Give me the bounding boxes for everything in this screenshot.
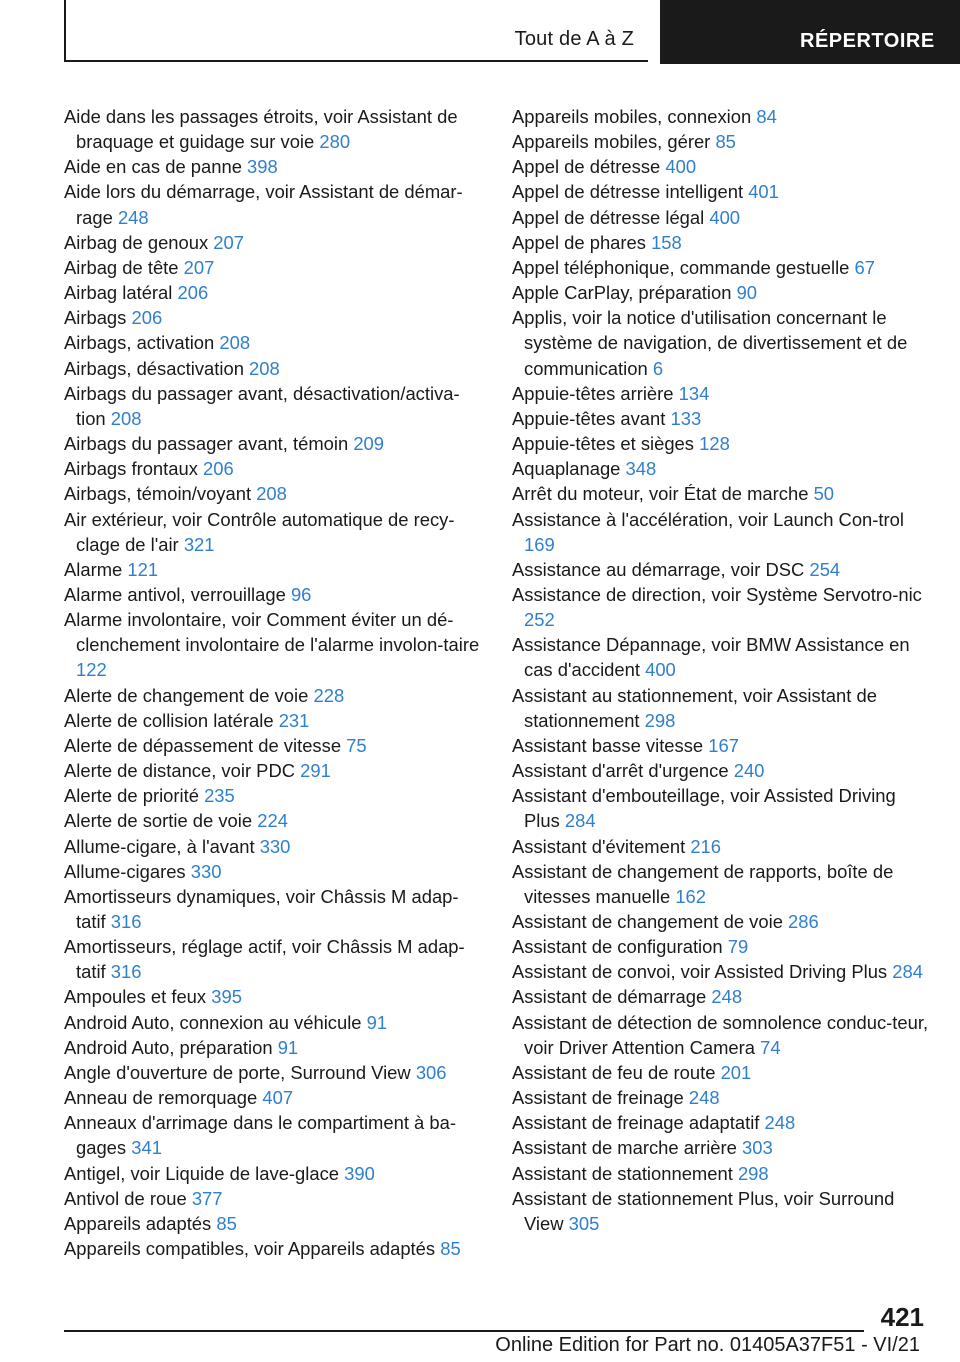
index-term: Assistant de configuration	[512, 936, 723, 958]
page-reference-link[interactable]: 284	[564, 810, 596, 832]
index-term: Alerte de collision latérale	[64, 709, 274, 731]
page-reference-link[interactable]: 134	[678, 382, 710, 404]
index-term: Appel de détresse légal	[512, 206, 705, 228]
index-term: Ampoules et feux	[64, 986, 207, 1008]
page-reference-link[interactable]: 348	[625, 458, 657, 480]
index-entry	[512, 230, 932, 255]
chapter-tab: RÉPERTOIRE	[660, 0, 960, 64]
page-reference-link[interactable]: 248	[117, 206, 149, 228]
page-reference-link[interactable]: 209	[353, 433, 385, 455]
index-entry	[64, 1085, 484, 1110]
index-entry	[512, 1085, 932, 1110]
index-term: Airbags	[64, 307, 127, 329]
index-entry	[512, 431, 932, 456]
index-term: Assistant de marche arrière	[512, 1137, 737, 1159]
index-entry	[64, 708, 484, 733]
index-term: Appareils compatibles, voir Appareils adaptés	[64, 1238, 436, 1260]
index-term: Allume-cigare, à l'avant	[64, 835, 255, 857]
index-term: Airbags, activation	[64, 332, 215, 354]
index-term: Airbags, témoin/voyant	[64, 483, 252, 505]
index-term: Appuie-têtes arrière	[512, 382, 674, 404]
index-term: Airbag de tête	[64, 256, 179, 278]
page-reference-link[interactable]: 280	[319, 131, 351, 153]
index-term: Assistant de freinage adaptatif	[512, 1112, 760, 1134]
page-reference-link[interactable]: 407	[262, 1087, 294, 1109]
index-entry	[64, 934, 484, 984]
page-reference-link[interactable]: 254	[809, 558, 841, 580]
page-reference-link[interactable]: 284	[892, 961, 923, 983]
index-entry	[64, 1186, 484, 1211]
index-term: Assistant de feu de route	[512, 1061, 716, 1083]
page-reference-link[interactable]: 401	[748, 181, 779, 203]
index-entry	[64, 507, 484, 557]
index-entry	[512, 255, 932, 280]
page-reference-link[interactable]: 298	[644, 709, 676, 731]
index-entry	[512, 783, 932, 833]
index-entry	[64, 1211, 484, 1236]
index-entry	[512, 909, 932, 934]
index-term: Assistance au démarrage, voir DSC	[512, 558, 805, 580]
index-term: Aquaplanage	[512, 458, 621, 480]
index-entry	[512, 557, 932, 582]
index-entry	[64, 481, 484, 506]
index-term: Airbags du passager avant, désactivation/activa-tion	[64, 382, 460, 429]
page-reference-link[interactable]: 316	[110, 961, 142, 983]
index-term: Assistant de changement de rapports, boîte de vitesses manuelle	[512, 860, 894, 907]
index-term: Assistant d'embouteillage, voir Assisted Driving Plus	[512, 785, 896, 832]
index-term: Assistant de convoi, voir Assisted Driving Plus	[512, 961, 888, 983]
index-entry	[64, 758, 484, 783]
page-reference-link[interactable]: 291	[300, 760, 331, 782]
index-entry	[512, 481, 932, 506]
index-term: Aide dans les passages étroits, voir Assistant de braquage et guidage sur voie	[64, 106, 458, 153]
index-entry	[64, 859, 484, 884]
page-reference-link[interactable]: 321	[183, 533, 215, 555]
index-entry	[512, 582, 932, 632]
index-term: Assistant de stationnement Plus, voir Surround View	[512, 1187, 895, 1234]
page-reference-link[interactable]: 400	[645, 659, 676, 681]
index-entry	[64, 582, 484, 607]
page-reference-link[interactable]: 85	[216, 1212, 237, 1234]
page-reference-link[interactable]: 248	[688, 1087, 720, 1109]
index-entry	[64, 1110, 484, 1160]
page-reference-link[interactable]: 330	[190, 860, 222, 882]
index-term: Arrêt du moteur, voir État de marche	[512, 483, 809, 505]
index-term: Anneaux d'arrimage dans le compartiment à ba-gages	[64, 1112, 456, 1159]
index-entry	[512, 934, 932, 959]
index-entry	[64, 683, 484, 708]
page-reference-link[interactable]: 390	[344, 1162, 375, 1184]
index-entry	[64, 1060, 484, 1085]
index-term: Alerte de changement de voie	[64, 684, 309, 706]
page-reference-link[interactable]: 91	[366, 1011, 388, 1033]
page-reference-link[interactable]: 75	[346, 734, 367, 756]
page-reference-link[interactable]: 206	[131, 307, 163, 329]
index-term: Applis, voir la notice d'utilisation concernant le système de navigation, de divertissement et de communication	[512, 307, 908, 379]
page-reference-link[interactable]: 85	[715, 131, 736, 153]
index-term: Appuie-têtes et sièges	[512, 433, 694, 455]
page-reference-link[interactable]: 128	[699, 433, 730, 455]
index-term: Appel de détresse	[512, 156, 661, 178]
index-term: Antigel, voir Liquide de lave-glace	[64, 1162, 340, 1184]
index-term: Assistant d'évitement	[512, 835, 686, 857]
index-entry	[64, 1161, 484, 1186]
index-entry	[512, 154, 932, 179]
index-entry	[64, 834, 484, 859]
index-entry	[64, 607, 484, 682]
page-reference-link[interactable]: 91	[277, 1036, 299, 1058]
page-reference-link[interactable]: 240	[733, 760, 765, 782]
index-entry	[512, 1010, 932, 1060]
page-reference-link[interactable]: 84	[756, 106, 777, 127]
page-reference-link[interactable]: 248	[711, 986, 743, 1008]
index-entry	[64, 1236, 484, 1261]
index-term: Assistant de changement de voie	[512, 911, 783, 932]
index-entry	[512, 733, 932, 758]
page-reference-link[interactable]: 341	[131, 1137, 162, 1159]
index-term: Airbag de genoux	[64, 231, 209, 253]
page-reference-link[interactable]: 231	[278, 709, 310, 731]
index-entry	[512, 179, 932, 204]
index-term: Appuie-têtes avant	[512, 407, 666, 429]
index-entry	[512, 1161, 932, 1186]
index-term: Assistant de freinage	[512, 1087, 684, 1109]
index-entry	[64, 431, 484, 456]
index-term: Assistant au stationnement, voir Assistant de stationnement	[512, 684, 877, 731]
page-reference-link[interactable]: 216	[690, 835, 722, 857]
page-reference-link[interactable]: 79	[727, 936, 749, 958]
index-entry	[512, 1060, 932, 1085]
index-term: Apple CarPlay, préparation	[512, 282, 732, 304]
index-entry	[64, 179, 484, 229]
page-reference-link[interactable]: 122	[76, 659, 107, 681]
index-term: Alerte de priorité	[64, 785, 199, 807]
index-term: Appareils adaptés	[64, 1212, 212, 1234]
index-entry	[64, 356, 484, 381]
index-term: Assistant d'arrêt d'urgence	[512, 760, 729, 782]
page-reference-link[interactable]: 400	[709, 206, 741, 228]
index-term: Amortisseurs, réglage actif, voir Châssis M adap-tatif	[64, 936, 465, 983]
index-term: Anneau de remorquage	[64, 1087, 258, 1109]
page-reference-link[interactable]: 85	[440, 1238, 461, 1260]
page-reference-link[interactable]: 395	[211, 986, 242, 1008]
index-entry	[512, 984, 932, 1009]
page-reference-link[interactable]: 377	[191, 1187, 223, 1209]
index-term: Appel de phares	[512, 231, 646, 253]
page-reference-link[interactable]: 206	[177, 282, 209, 304]
index-column-right	[512, 104, 932, 1236]
footer-rule	[64, 1330, 864, 1332]
index-entry	[512, 406, 932, 431]
page-reference-link[interactable]: 207	[213, 231, 244, 253]
index-term: Android Auto, connexion au véhicule	[64, 1011, 362, 1033]
index-entry	[512, 1135, 932, 1160]
index-term: Aide en cas de panne	[64, 156, 242, 178]
index-entry	[64, 733, 484, 758]
index-entry	[512, 205, 932, 230]
index-entry	[512, 859, 932, 909]
page-reference-link[interactable]: 169	[524, 533, 555, 555]
page-reference-link[interactable]: 96	[290, 583, 312, 605]
page-reference-link[interactable]: 305	[568, 1212, 600, 1234]
index-term: Assistant de démarrage	[512, 986, 707, 1008]
index-entry	[64, 456, 484, 481]
index-term: Android Auto, préparation	[64, 1036, 273, 1058]
index-term: Antivol de roue	[64, 1187, 187, 1209]
page-number: 421	[880, 1302, 924, 1332]
index-term: Airbags du passager avant, témoin	[64, 433, 349, 455]
index-entry	[64, 154, 484, 179]
page-reference-link[interactable]: 158	[651, 231, 682, 253]
page-reference-link[interactable]: 90	[736, 282, 758, 304]
index-column-left	[64, 104, 484, 1261]
index-term: Appel de détresse intelligent	[512, 181, 744, 203]
page-reference-link[interactable]: 306	[415, 1061, 447, 1083]
page-reference-link[interactable]: 162	[675, 885, 706, 907]
index-entry	[512, 834, 932, 859]
index-term: Assistant de stationnement	[512, 1162, 733, 1184]
index-term: Appareils mobiles, gérer	[512, 131, 711, 153]
index-entry	[64, 984, 484, 1009]
section-title: Tout de A à Z	[514, 28, 634, 50]
footer-edition: Online Edition for Part no. 01405A37F51 - VI/21	[495, 1334, 920, 1356]
index-entry	[512, 280, 932, 305]
index-entry	[64, 381, 484, 431]
index-term: Airbag latéral	[64, 282, 173, 304]
index-term: Allume-cigares	[64, 860, 186, 882]
page-reference-link[interactable]: 252	[524, 609, 555, 631]
index-entry	[64, 808, 484, 833]
page-reference-link[interactable]: 207	[183, 256, 215, 278]
index-entry	[64, 557, 484, 582]
index-term: Airbags frontaux	[64, 458, 198, 480]
page-reference-link[interactable]: 235	[204, 785, 235, 807]
page-reference-link[interactable]: 133	[670, 407, 702, 429]
page-reference-link[interactable]: 167	[708, 734, 739, 756]
index-entry	[512, 305, 932, 380]
index-entry	[512, 959, 932, 984]
index-term: Alarme involontaire, voir Comment éviter un dé-clenchement involontaire de l'alarme involon-taire	[64, 609, 480, 656]
page-reference-link[interactable]: 298	[737, 1162, 769, 1184]
index-entry	[512, 129, 932, 154]
index-entry	[512, 456, 932, 481]
index-entry	[512, 758, 932, 783]
page-reference-link[interactable]: 316	[110, 911, 142, 932]
index-entry	[512, 381, 932, 406]
index-term: Amortisseurs dynamiques, voir Châssis M adap-tatif	[64, 885, 459, 932]
page-reference-link[interactable]: 121	[127, 558, 159, 580]
page-reference-link[interactable]: 50	[813, 483, 835, 505]
index-term: Assistance de direction, voir Système Servotro-nic	[512, 583, 922, 605]
page-reference-link[interactable]: 398	[247, 156, 278, 178]
index-term: Assistance à l'accélération, voir Launch Con-trol	[512, 508, 904, 530]
page-reference-link[interactable]: 6	[652, 357, 664, 379]
index-term: Air extérieur, voir Contrôle automatique de recy-clage de l'air	[64, 508, 455, 555]
page-reference-link[interactable]: 74	[760, 1036, 781, 1058]
index-entry	[512, 507, 932, 557]
index-term: Alerte de dépassement de vitesse	[64, 734, 342, 756]
index-entry	[64, 230, 484, 255]
page-reference-link[interactable]: 248	[764, 1112, 796, 1134]
index-term: Assistance Dépannage, voir BMW Assistance en cas d'accident	[512, 634, 910, 681]
index-entry	[64, 884, 484, 934]
index-term: Alerte de sortie de voie	[64, 810, 253, 832]
index-entry	[512, 1186, 932, 1236]
index-term: Angle d'ouverture de porte, Surround View	[64, 1061, 411, 1083]
page-reference-link[interactable]: 208	[256, 483, 287, 505]
page-reference-link[interactable]: 208	[110, 407, 142, 429]
index-entry	[64, 255, 484, 280]
page-reference-link[interactable]: 286	[788, 911, 819, 932]
index-entry	[512, 632, 932, 682]
index-entry	[64, 104, 484, 154]
index-entry	[512, 1110, 932, 1135]
page-header	[0, 0, 960, 66]
page-reference-link[interactable]: 206	[203, 458, 234, 480]
page-reference-link[interactable]: 67	[854, 256, 875, 278]
page-reference-link[interactable]: 228	[313, 684, 345, 706]
page-reference-link[interactable]: 208	[219, 332, 251, 354]
page-reference-link[interactable]: 208	[249, 357, 280, 379]
index-term: Alarme	[64, 558, 123, 580]
index-term: Appel téléphonique, commande gestuelle	[512, 256, 850, 278]
index-entry	[64, 1035, 484, 1060]
index-entry	[64, 330, 484, 355]
index-entry	[64, 280, 484, 305]
index-term: Aide lors du démarrage, voir Assistant de démar-rage	[64, 181, 463, 228]
page-reference-link[interactable]: 330	[259, 835, 291, 857]
index-entry	[512, 683, 932, 733]
index-entry	[64, 783, 484, 808]
page-reference-link[interactable]: 400	[665, 156, 697, 178]
index-term: Alarme antivol, verrouillage	[64, 583, 286, 605]
index-entry	[512, 104, 932, 129]
page-reference-link[interactable]: 224	[257, 810, 288, 832]
index-term: Airbags, désactivation	[64, 357, 244, 379]
index-entry	[64, 305, 484, 330]
page-reference-link[interactable]: 201	[720, 1061, 752, 1083]
index-entry	[64, 1010, 484, 1035]
index-term: Appareils mobiles, connexion	[512, 106, 752, 127]
index-term: Assistant de détection de somnolence conduc-teur, voir Driver Attention Camera	[512, 1011, 929, 1058]
index-term: Assistant basse vitesse	[512, 734, 704, 756]
index-term: Alerte de distance, voir PDC	[64, 760, 296, 782]
page-reference-link[interactable]: 303	[742, 1137, 773, 1159]
